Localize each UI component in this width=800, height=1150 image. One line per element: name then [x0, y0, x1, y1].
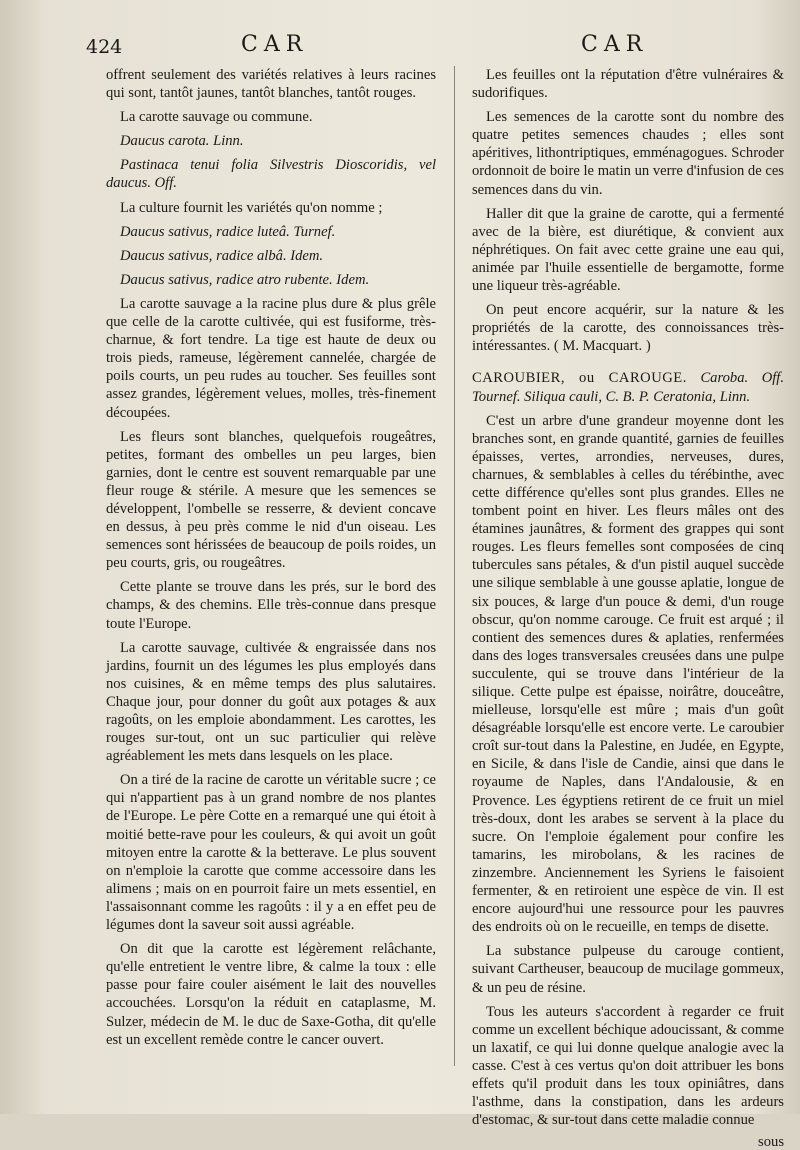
paragraph: La culture fournit les variétés qu'on nomme ; [120, 199, 383, 216]
paragraph: Les semences de la carotte sont du nombre des quatre petites semences chaudes ; elles sont apéritives, lithontriptiques, emménagogues. Schroder ordonnoit de boire le matin un verre d'infusion de ces semences dans du vin. [472, 109, 784, 198]
page-number: 424 [86, 36, 123, 58]
paragraph: Cette plante se trouve dans les prés, sur le bord des champs, & des chemins. Elle très-connue dans presque toute l'Europe. [106, 579, 436, 632]
paragraph: C'est un arbre d'une grandeur moyenne dont les branches sont, en grande quantité, garnies de feuilles épaisses, vertes, arrondies, nerveuses, dures, charnues, & semblables à celles du térébinthe, avec cette différence qu'elles sont plus grandes. Elles ne tombent point en hiver. Les fleurs mâles ont des étamines jaunâtres, & forment des grappes qui sont rouges. Les fleurs femelles sont composées de cinq tubercules sans pétales, & d'un pistil auquel succède une silique semblable à une gousse aplatie, longue de six pouces, & large d'un pouce & demi, d'un rouge obscur, qu'on nomme carouge. Ce fruit est arqué ; il contient des semences dures & aplaties, renfermées dans des loges transversales creusées dans une pulpe succulente, qui se trouve dans l'intérieur de la silique. Cette pulpe est épaisse, noirâtre, douceâtre, mielleuse, lorsqu'elle est mûre ; mais d'un goût désagréable lorsqu'elle est encore verte. Le caroubier croît sur-tout dans la Palestine, en Judée, en Egypte, en Sicile, & dans l'isle de Candie, ainsi que dans le royaume de Naples, dans l'Andalousie, & en Provence. Les égyptiens retirent de ce fruit un miel très-doux, dont les arabes se servent à la place du sucre. On l'emploie également pour confire les tamarins, les mirobolans, & les racines de zinzembre. Anciennement les Syriens le faisoient fermenter, & en retiroient une espèce de vin. Il est encore aujourd'hui une ressource pour les pauvres des endroits où on le recueille, en temps de disette. [472, 412, 784, 936]
paragraph: La carotte sauvage, cultivée & engraissée dans nos jardins, fournit un des légumes les plus employés dans nos cuisines, & en même temps des plus salutaires. Chaque jour, pour donner du goût aux potages & aux ragoûts, on les emploie abondamment. Les carottes, les rouges sur-tout, ont un suc particulier qui relève agréablement les mets dans lesquels on les place. [106, 639, 436, 765]
entry-heading [472, 369, 784, 405]
paragraph: La carotte sauvage a la racine plus dure & plus grêle que celle de la carotte cultivée, qui est fusiforme, très-charnue, & fort tendre. La tige est haute de deux ou trois pieds, rameuse, légèrement cannelée, chargée de poils courts, un peu rudes au toucher. Ses feuilles sont assez grandes, légèrement velues, molles, très-finement découpées. [106, 295, 436, 421]
paragraph: Les fleurs sont blanches, quelquefois rougeâtres, petites, formant des ombelles un peu larges, bien garnies, dont le centre est souvent remarquable par une fleur rouge & stérile. A mesure que les semences se développent, l'ombelle se resserre, & devient concave en dessus, à peu près comme le nid d'un oiseau. Les semences sont hérissées de beaucoup de poils roides, un peu courts, gris, ou rougeâtres. [106, 428, 436, 572]
paragraph: Pastinaca tenui folia Silvestris Dioscoridis, vel daucus. Off. [106, 157, 436, 192]
right-column [472, 66, 784, 1149]
paragraph: offrent seulement des variétés relatives à leurs racines qui sont, tantôt jaunes, tantôt blanches, tantôt rouges. [106, 67, 436, 102]
paragraph: On dit que la carotte est légèrement relâchante, qu'elle entretient le ventre libre, & calme la toux : elle passe pour faire couler aisément le lait des nouvelles accouchées. Lorsqu'on la réduit en cataplasme, M. Sulzer, médecin de M. le duc de Saxe-Gotha, dit qu'elle est un excellent remède contre le cancer ouvert. [106, 941, 436, 1048]
column-divider [454, 66, 455, 1066]
paragraph: Daucus sativus, radice atro rubente. Idem. [120, 271, 370, 288]
running-head-right: CAR [581, 32, 649, 57]
running-head-left: CAR [241, 32, 309, 57]
paragraph: La substance pulpeuse du carouge contient, suivant Cartheuser, beaucoup de mucilage gommeux, & un peu de résine. [472, 943, 784, 996]
paragraph: On peut encore acquérir, sur la nature & les propriétés de la carotte, des connoissances très-intéressantes. ( M. Macquart. ) [472, 302, 784, 355]
entry-synonyms: Caroba. Off. Tournef. Siliqua cauli, C. B. P. Ceratonia, Linn. [472, 370, 784, 405]
paragraph: On a tiré de la racine de carotte un véritable sucre ; ce qui n'appartient pas à un grand nombre de nos plantes de l'Europe. Le père Cotte en a remarqué une qui étoit à moitié bette-rave pour les couleurs, & qui avoit un goût mitoyen entre la carotte & la betterave. Le plus souvent on n'emploie la carotte que comme accessoire dans les alimens ; mais on en pourroit faire un mets essentiel, en l'assaisonnant comme les ragoûts : il y a en effet peu de légumes dont la saveur soit aussi agréable. [106, 772, 436, 934]
paragraph: Daucus sativus, radice luteâ. Turnef. [120, 223, 336, 240]
entry-title: CAROUBIER, ou CAROUGE. [472, 370, 687, 387]
left-column [106, 66, 436, 1055]
paragraph: Daucus sativus, radice albâ. Idem. [120, 247, 324, 264]
paragraph: La carotte sauvage ou commune. [120, 109, 313, 126]
page-header [86, 32, 786, 62]
catchword: sous [758, 1134, 784, 1150]
paragraph: Les feuilles ont la réputation d'être vulnéraires & sudorifiques. [472, 67, 784, 102]
paragraph: Tous les auteurs s'accordent à regarder ce fruit comme un excellent béchique adoucissant, & comme un laxatif, ce qui lui donne quelque analogie avec la casse. C'est à ces vertus qu'on doit attribuer les bons effets qu'il produit dans les toux opiniâtres, dans l'asthme, dans la constipation, dans les ardeurs d'estomac, & sur-tout dans cette maladie connue [472, 1003, 784, 1129]
paragraph: Haller dit que la graine de carotte, qui a fermenté avec de la bière, est diurétique, & convient aux néphrétiques. On fait avec cette graine une eau qui, animée par l'huile essentielle de bergamotte, forme une liqueur très-agréable. [472, 205, 784, 295]
paragraph: Daucus carota. Linn. [120, 133, 244, 150]
